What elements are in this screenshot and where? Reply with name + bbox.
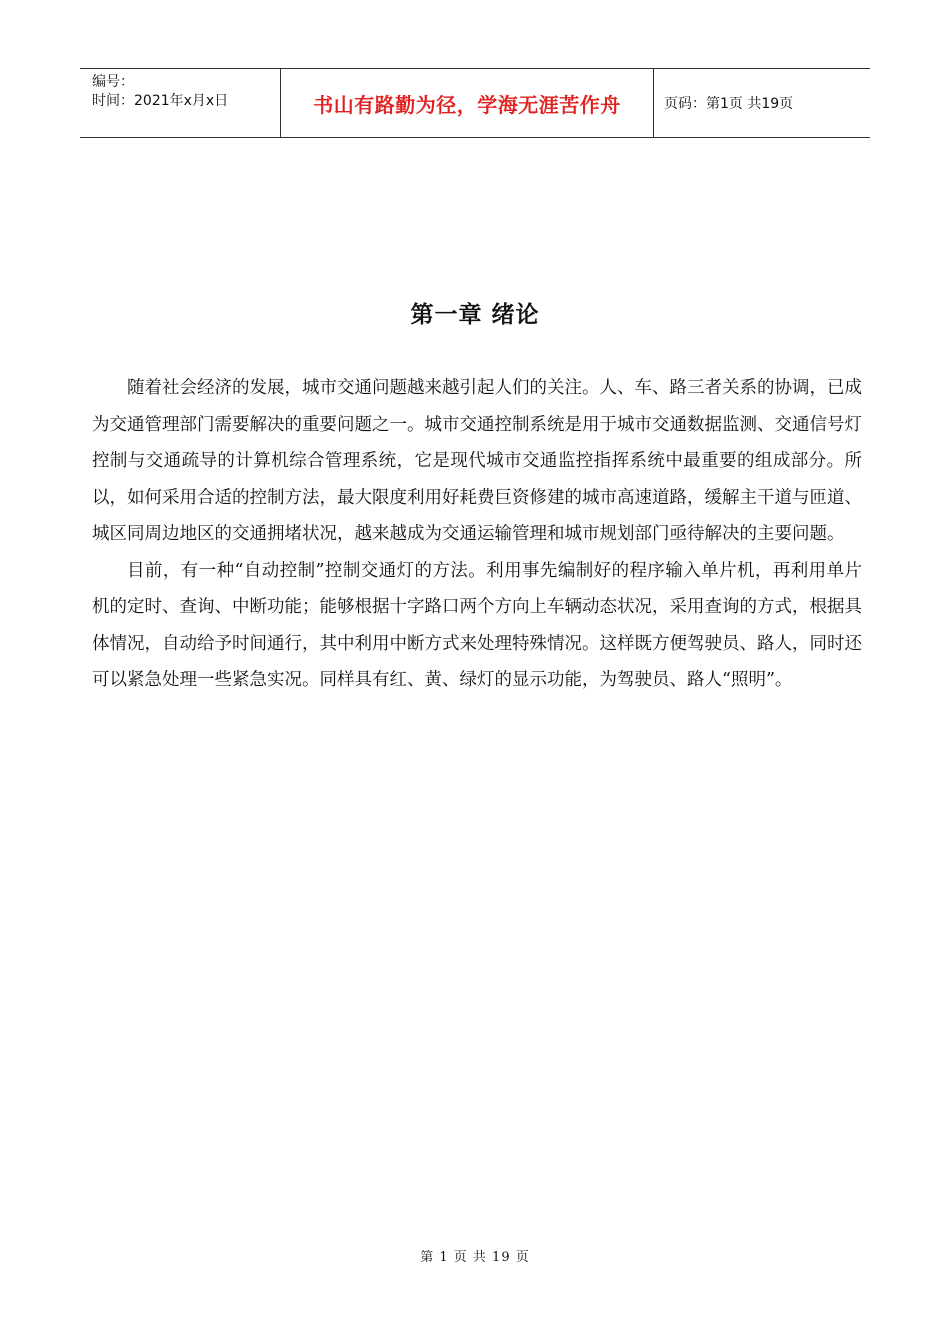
header-motto: 书山有路勤为径，学海无涯苦作舟 [313, 92, 621, 117]
paragraph: 目前，有一种“自动控制”控制交通灯的方法。利用事先编制好的程序输入单片机，再利用单片机的定时、查询、中断功能；能够根据十字路口两个方向上车辆动态状况，采用查询的方式，根据具体情况，自动给予时间通行，其中利用中断方式来处理特殊情况。这样既方便驾驶员、路人，同时还可以紧急处理一些紧急实况。同样具有红、黄、绿灯的显示功能，为驾驶员、路人“照明”。 [92, 560, 862, 690]
page-footer: 第 1 页 共 19 页 [420, 1250, 530, 1265]
header-motto-cell [281, 69, 654, 137]
paragraph: 随着社会经济的发展，城市交通问题越来越引起人们的关注。人、车、路三者关系的协调，已成为交通管理部门需要解决的重要问题之一。城市交通控制系统是用于城市交通数据监测、交通信号灯控制与交通疏导的计算机综合管理系统，它是现代城市交通监控指挥系统中最重要的组成部分。所以，如何采用合适的控制方法，最大限度利用好耗费巨资修建的城市高速道路，缓解主干道与匝道、城区同周边地区的交通拥堵状况，越来越成为交通运输管理和城市规划部门亟待解决的主要问题。 [92, 378, 862, 544]
header-page-code: 页码：第1页 共19页 [664, 96, 794, 112]
document-header [80, 68, 870, 138]
document-number-label: 编号： [92, 74, 134, 90]
header-meta-cell [80, 69, 281, 137]
header-page-cell [654, 69, 870, 137]
chapter-title: 第一章 绪论 [410, 302, 540, 328]
document-date: 时间：2021年x月x日 [92, 93, 229, 109]
document-body [92, 370, 862, 699]
